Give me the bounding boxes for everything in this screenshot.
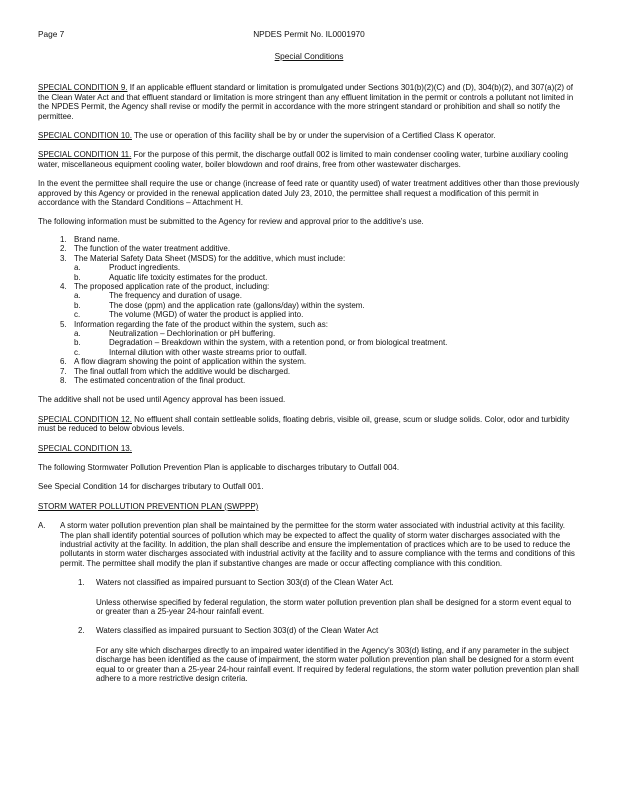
list-item xyxy=(60,235,580,244)
list-item xyxy=(60,244,580,253)
list-item-number: 1. xyxy=(60,234,67,244)
sc13-paragraph-2: See Special Condition 14 for discharges tributary to Outfall 001. xyxy=(38,482,264,492)
sc10-label: SPECIAL CONDITION 10. xyxy=(38,131,132,141)
subsection-1-number: 1. xyxy=(78,578,85,588)
special-condition-9 xyxy=(38,83,580,121)
sub-item-text: The dose (ppm) and the application rate (gallons/day) within the system. xyxy=(109,300,365,310)
sub-item-text: The volume (MGD) of water the product is applied into. xyxy=(109,310,304,320)
list-item-number: 8. xyxy=(60,375,67,385)
list-item-text: Brand name. xyxy=(74,234,120,244)
special-condition-12 xyxy=(38,415,580,434)
sub-item-text: Aquatic life toxicity estimates for the product. xyxy=(109,272,268,282)
swppp-subsection-1 xyxy=(60,578,580,587)
section-a-text: A storm water pollution prevention plan shall be maintained by the permittee for the storm water associated with industrial activity at this facility. The plan shall identify potential sources of pollution which may be expected to affect the quality of storm water discharges associated with the industrial activity at the facility. In addition, the plan shall describe and ensure the implementation of practices which are to be used to reduce the pollutants in storm water discharges associated with industrial activity at the facility and to assure compliance with the terms and conditions of this permit. The permittee shall modify the plan if substantive changes are made or occur affecting compliance with this condition. xyxy=(60,521,575,568)
swppp-section-a xyxy=(38,521,580,683)
sc11-paragraph-2: In the event the permittee shall require the use or change (increase of feed rate or quantity used) of water treatment additives other than those previously approved by this Agency or provided in the renewal application dated July 23, 2010, the permittee shall request a modification of this permit in accordance with the Standard Conditions – Attachment H. xyxy=(38,179,580,208)
list-item-text: Information regarding the fate of the product within the system, such as: xyxy=(74,319,328,329)
sc12-label: SPECIAL CONDITION 12. xyxy=(38,414,132,424)
sub-list xyxy=(74,329,580,357)
sub-item-letter: a. xyxy=(74,291,81,301)
document-title: Special Conditions xyxy=(274,51,344,61)
sub-item-letter: b. xyxy=(74,300,81,310)
sub-list-item xyxy=(74,263,580,272)
special-condition-13 xyxy=(38,444,580,453)
list-item-text: The estimated concentration of the final product. xyxy=(74,375,246,385)
list-item-number: 3. xyxy=(60,253,67,263)
sub-list xyxy=(74,263,580,282)
sub-item-text: The frequency and duration of usage. xyxy=(109,291,242,301)
sub-list-item xyxy=(74,338,580,347)
list-item-text: The function of the water treatment additive. xyxy=(74,244,231,254)
sub-item-text: Internal dilution with other waste streams prior to outfall. xyxy=(109,347,307,357)
sc11-closing: The additive shall not be used until Agency approval has been issued. xyxy=(38,395,286,405)
list-item-number: 6. xyxy=(60,357,67,367)
list-item-text: The final outfall from which the additive would be discharged. xyxy=(74,366,291,376)
sub-item-letter: c. xyxy=(74,310,81,320)
list-item-text: The proposed application rate of the product, including: xyxy=(74,281,270,291)
list-item xyxy=(60,282,580,320)
swppp-subsection-2 xyxy=(60,626,580,635)
section-a-label: A. xyxy=(38,521,46,531)
list-item xyxy=(60,254,580,282)
subsection-2-text: For any site which discharges directly to an impaired water identified in the Agency's 303(d) listing, and if any parameter in the subject discharge has been identified as the cause of impairment, the storm water pollution prevention plan shall be designed for a storm event equal to or greater than a 25-year 24-hour rainfall event. If required by federal regulations, the storm water pollution prevention plan shall adhere to a more restrictive design criteria. xyxy=(96,645,579,684)
sub-item-text: Neutralization – Dechlorination or pH buffering. xyxy=(109,328,276,338)
special-condition-11 xyxy=(38,150,580,169)
sub-item-text: Degradation – Breakdown within the system, with a retention pond, or from biological treatment. xyxy=(109,338,448,348)
sub-list-item xyxy=(74,348,580,357)
sc13-paragraph-1: The following Stormwater Pollution Prevention Plan is applicable to discharges tributary to Outfall 004. xyxy=(38,463,400,472)
list-item xyxy=(60,367,580,376)
sub-list-item xyxy=(74,329,580,338)
sc13-label: SPECIAL CONDITION 13. xyxy=(38,443,132,453)
sub-list-item xyxy=(74,291,580,300)
page-number: Page 7 xyxy=(38,29,65,39)
list-item-number: 2. xyxy=(60,244,67,254)
subsection-1-title: Waters not classified as impaired pursuant to Section 303(d) of the Clean Water Act. xyxy=(96,578,394,588)
sc10-text: The use or operation of this facility shall be by or under the supervision of a Certified Class K operator. xyxy=(131,131,496,141)
sc11-label: SPECIAL CONDITION 11. xyxy=(38,150,132,160)
list-item-number: 4. xyxy=(60,281,67,291)
sc12-text: No effluent shall contain settleable solids, floating debris, visible oil, grease, scum or sludge solids. Color, odor and turbidity must be reduced to below obvious levels. xyxy=(38,414,570,434)
sub-item-text: Product ingredients. xyxy=(109,263,181,273)
list-item xyxy=(60,376,580,385)
sub-list xyxy=(74,291,580,319)
permit-number: NPDES Permit No. IL0001970 xyxy=(253,29,365,39)
swppp-heading: STORM WATER POLLUTION PREVENTION PLAN (SWPPP) xyxy=(38,501,259,511)
list-item-number: 7. xyxy=(60,366,67,376)
page-header xyxy=(38,30,580,42)
subsection-1-text: Unless otherwise specified by federal regulation, the storm water pollution prevention plan shall be designed for a storm event equal to or greater than a 25-year 24-hour rainfall event. xyxy=(96,597,572,617)
sc9-text: If an applicable effluent standard or limitation is promulgated under Sections 301(b)(2)(C) and (D), 304(b)(2), and 307(a)(2) of the Clean Water Act and that effluent standard or limitation is more stringent than any effluent limitation in the permit or controls a pollutant not limited in the NPDES Permit, the Agency shall revise or modify the permit in accordance with the more stringent standard or prohibition and shall so notify the permittee. xyxy=(38,83,574,121)
sc9-label: SPECIAL CONDITION 9. xyxy=(38,83,128,93)
sub-list-item xyxy=(74,301,580,310)
sub-list-item xyxy=(74,310,580,319)
list-item-text: The Material Safety Data Sheet (MSDS) for the additive, which must include: xyxy=(74,253,346,263)
sub-list-item xyxy=(74,273,580,282)
sub-item-letter: a. xyxy=(74,263,81,273)
subsection-2-title: Waters classified as impaired pursuant to Section 303(d) of the Clean Water Act xyxy=(96,626,379,636)
additive-info-list xyxy=(38,235,580,386)
document-page xyxy=(38,30,580,684)
subsection-2-number: 2. xyxy=(78,626,85,636)
sub-item-letter: b. xyxy=(74,272,81,282)
sub-item-letter: a. xyxy=(74,328,81,338)
list-item xyxy=(60,320,580,358)
sub-item-letter: c. xyxy=(74,347,81,357)
sc11-text: For the purpose of this permit, the discharge outfall 002 is limited to main condenser cooling water, turbine auxiliary cooling water, miscellaneous equipment cooling water, boiler blowdown and roof drains, free from other wastewater discharges. xyxy=(38,150,569,169)
list-item xyxy=(60,357,580,366)
sc11-paragraph-3: The following information must be submitted to the Agency for review and approval prior to the additive's use. xyxy=(38,217,424,227)
sub-item-letter: b. xyxy=(74,338,81,348)
list-item-number: 5. xyxy=(60,319,67,329)
list-item-text: A flow diagram showing the point of application within the system. xyxy=(74,357,307,367)
special-condition-10 xyxy=(38,131,580,140)
